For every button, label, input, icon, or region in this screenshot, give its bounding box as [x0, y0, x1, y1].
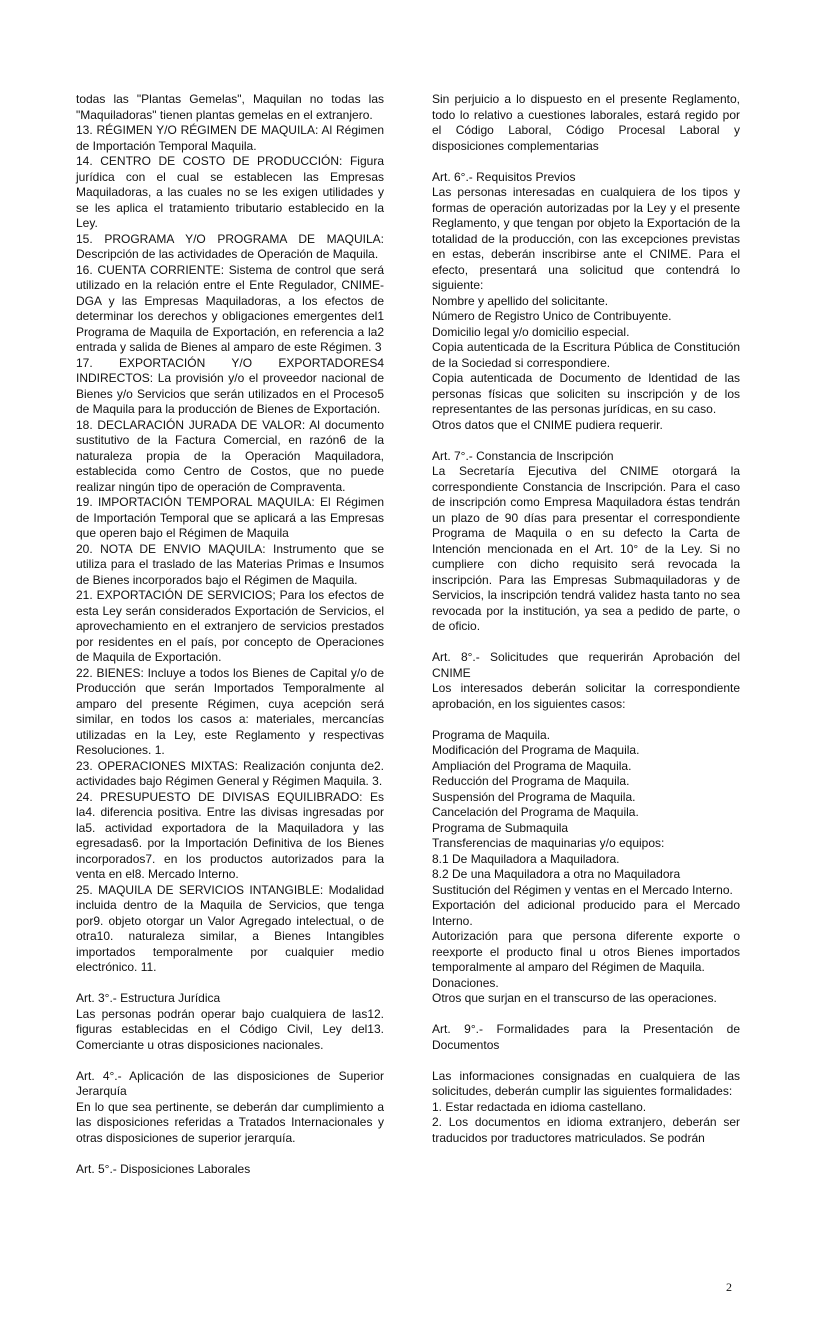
left-column-paragraph: Art. 4°.- Aplicación de las disposiciones de Superior Jerarquía	[76, 1068, 384, 1098]
left-column-paragraph: Las personas podrán operar bajo cualquiera de las12. figuras establecidas en el Código Civil, Ley del13. Comerciante u otras disposiciones nacionales.	[76, 1006, 384, 1052]
right-column-paragraph: Número de Registro Unico de Contribuyente.	[432, 309, 672, 323]
right-column-paragraph: Autorización para que persona diferente exporte o reexporte el producto final u otros Bienes importados temporalmente al amparo del Régimen de Maquila.	[432, 929, 740, 974]
right-column-paragraph: 8.1 De Maquiladora a Maquiladora.	[432, 851, 620, 866]
left-column-paragraph: Art. 5°.- Disposiciones Laborales	[76, 1161, 251, 1176]
left-column-paragraph: En lo que sea pertinente, se deberán dar cumplimiento a las disposiciones referidas a Tratados Internacionales y otras disposiciones de superior jerarquía.	[76, 1099, 384, 1145]
right-column-paragraph: Los interesados deberán solicitar la correspondiente aprobación, en los siguientes casos:	[432, 681, 740, 711]
right-column-paragraph: Art. 6°.- Requisitos Previos	[432, 169, 576, 184]
left-column-paragraph: 15. PROGRAMA Y/O PROGRAMA DE MAQUILA: Descripción de las actividades de Operación de Maquila.	[76, 231, 384, 261]
right-column-paragraph: Suspensión del Programa de Maquila.	[432, 789, 636, 804]
right-column-paragraph: Copia autenticada de Documento de Identidad de las personas físicas que soliciten su inscripción y de los representantes de las personas jurídicas, en su caso.	[432, 371, 740, 416]
left-column-paragraph: 22. BIENES: Incluye a todos los Bienes de Capital y/o de Producción que serán Importados Temporalmente al amparo del presente Régimen, cuya acepción será similar, en todos los casos a: materiales, mercancías utilizadas en la Ley, este Reglamento y respectivas Resoluciones. 1.	[76, 665, 384, 757]
left-column-paragraph: 24. PRESUPUESTO DE DIVISAS EQUILIBRADO: Es la4. diferencia positiva. Entre las divisas ingresadas por la5. actividad exportadora de la Maquiladora y las egresadas6. por la Importación Definitiva de los Bienes incorporados7. en los productos autorizados para la venta en el8. Mercado Interno.	[76, 789, 384, 881]
left-column-paragraph: 18. DECLARACIÓN JURADA DE VALOR: Al documento sustitutivo de la Factura Comercial, en razón6 de la naturaleza propia de la Operación Maquiladora, establecida como Centro de Costos, que no puede realizar ningún tipo de operación de Compraventa.	[76, 417, 384, 494]
left-column-paragraph: 17. EXPORTACIÓN Y/O EXPORTADORES4 INDIRECTOS: La provisión y/o el proveedor nacional de Bienes y/o Servicios que serán utilizados en el Proceso5 de Maquila para la producción de Bienes de Exportación.	[76, 355, 384, 416]
left-column-paragraph: 16. CUENTA CORRIENTE: Sistema de control que será utilizado en la relación entre el Ente Regulador, CNIME-DGA y las Empresas Maquiladoras, a los efectos de determinar los derechos y obligaciones emergentes del1 Programa de Maquila de Exportación, en referencia a la2 entrada y salida de Bienes al amparo de este Régimen. 3	[76, 262, 384, 354]
right-column-paragraph: Las personas interesadas en cualquiera de los tipos y formas de operación autorizadas por la Ley y el presente Reglamento, y que tengan por objeto la Exportación de la totalidad de la producción, con las excepciones previstas en estas, deberán inscribirse ante el CNIME. Para el efecto, presentará una solicitud que contendrá lo siguiente:	[432, 185, 740, 292]
left-column-paragraph: Art. 3°.- Estructura Jurídica	[76, 991, 221, 1005]
right-column-paragraph	[432, 433, 740, 449]
right-column-paragraph: Modificación del Programa de Maquila.	[432, 743, 640, 757]
left-column-paragraph: 21. EXPORTACIÓN DE SERVICIOS; Para los efectos de esta Ley serán considerados Exportación de Servicios, el aprovechamiento en el extranjero de servicios prestados por residentes en el país, por concepto de Operaciones de Maquila de Exportación.	[76, 588, 384, 664]
right-column-paragraph	[432, 1007, 740, 1023]
right-column-paragraph	[432, 635, 740, 651]
left-column-paragraph: 25. MAQUILA DE SERVICIOS INTANGIBLE: Modalidad incluida dentro de la Maquila de Servicios, que tenga por9. objeto otorgar un Valor Agregado intelectual, o de otra10. naturaleza similar, a Bienes Intangibles importados temporalmente por cualquier medio electrónico. 11.	[76, 882, 384, 974]
right-column-paragraph: Art. 8°.- Solicitudes que requerirán Aprobación del CNIME	[432, 650, 740, 680]
left-column-paragraph	[76, 1146, 384, 1162]
left-column-paragraph: 19. IMPORTACIÓN TEMPORAL MAQUILA: El Régimen de Importación Temporal que se aplicará a las Empresas que operen bajo el Régimen de Maquila	[76, 495, 384, 540]
left-column-paragraph: todas las "Plantas Gemelas", Maquilan no todas las "Maquiladoras" tienen plantas gemelas en el extranjero.	[76, 92, 384, 122]
right-column-paragraph: Exportación del adicional producido para el Mercado Interno.	[432, 898, 740, 928]
right-column-paragraph: Ampliación del Programa de Maquila.	[432, 758, 632, 773]
right-column-paragraph: Art. 9°.- Formalidades para la Presentación de Documentos	[432, 1022, 740, 1052]
right-column-paragraph	[432, 712, 740, 728]
right-column-paragraph: Otros que surjan en el transcurso de las operaciones.	[432, 991, 717, 1005]
left-column-paragraph: 20. NOTA DE ENVIO MAQUILA: Instrumento que se utiliza para el traslado de las Materias Primas e Insumos de Bienes incorporados bajo el Régimen de Maquila.	[76, 541, 384, 587]
right-column-paragraph: Sin perjuicio a lo dispuesto en el presente Reglamento, todo lo relativo a cuestiones laborales, estará regido por el Código Laboral, Código Procesal Laboral y disposiciones complementarias	[432, 92, 740, 153]
right-column	[432, 92, 740, 1146]
right-column-paragraph: Reducción del Programa de Maquila.	[432, 774, 630, 788]
right-column-paragraph: Cancelación del Programa de Maquila.	[432, 805, 639, 819]
left-column-paragraph: 23. OPERACIONES MIXTAS: Realización conjunta de2. actividades bajo Régimen General y Régimen Maquila. 3.	[76, 758, 384, 788]
page-number: 2	[726, 1280, 732, 1294]
left-column-paragraph: 14. CENTRO DE COSTO DE PRODUCCIÓN: Figura jurídica con el cual se establecen las Empresas Maquiladoras, a las cuales no se les exigen utilidades y se les aplica el tratamiento tributario establecido en la Ley.	[76, 154, 384, 230]
right-column-paragraph: Las informaciones consignadas en cualquiera de las solicitudes, deberán cumplir las siguientes formalidades:	[432, 1068, 740, 1098]
right-column-paragraph: Nombre y apellido del solicitante.	[432, 293, 609, 308]
right-column-paragraph: 8.2 De una Maquiladora a otra no Maquiladora	[432, 867, 681, 881]
right-column-paragraph: Programa de Maquila.	[432, 727, 551, 742]
right-column-paragraph: Transferencias de maquinarias y/o equipos:	[432, 836, 665, 850]
left-column-paragraph	[76, 976, 384, 992]
right-column-paragraph: Programa de Submaquila	[432, 820, 569, 835]
right-column-paragraph: Copia autenticada de la Escritura Pública de Constitución de la Sociedad si correspondiere.	[432, 340, 740, 370]
right-column-paragraph	[432, 1053, 740, 1069]
right-column-paragraph	[432, 154, 740, 170]
right-column-paragraph: 1. Estar redactada en idioma castellano.	[432, 1099, 647, 1114]
right-column-paragraph: Sustitución del Régimen y ventas en el Mercado Interno.	[432, 882, 733, 897]
right-column-paragraph: La Secretaría Ejecutiva del CNIME otorgará la correspondiente Constancia de Inscripción. Para el caso de inscripción como Empresa Maquiladora éstas tendrán un plazo de 90 días para presentar el correspondiente Programa de Maquila o en su defecto la Carta de Intención mencionada en el Art. 10° de la Ley. Si no cumpliere con dicho requisito será revocada la inscripción. Para las Empresas Submaquiladoras y de Servicios, la inscripción tendrá validez hasta tanto no sea revocada por la institución, ya sea a pedido de parte, o de oficio.	[432, 464, 740, 633]
right-column-paragraph: Domicilio legal y/o domicilio especial.	[432, 324, 630, 339]
left-column-paragraph	[76, 1053, 384, 1069]
left-column	[76, 92, 384, 1177]
left-column-paragraph: 13. RÉGIMEN Y/O RÉGIMEN DE MAQUILA: Al Régimen de Importación Temporal Maquila.	[76, 123, 384, 153]
right-column-paragraph: Donaciones.	[432, 975, 499, 990]
right-column-paragraph: Otros datos que el CNIME pudiera requerir.	[432, 417, 663, 432]
right-column-paragraph: 2. Los documentos en idioma extranjero, deberán ser traducidos por traductores matriculados. Se podrán	[432, 1115, 740, 1145]
right-column-paragraph: Art. 7°.- Constancia de Inscripción	[432, 448, 614, 463]
